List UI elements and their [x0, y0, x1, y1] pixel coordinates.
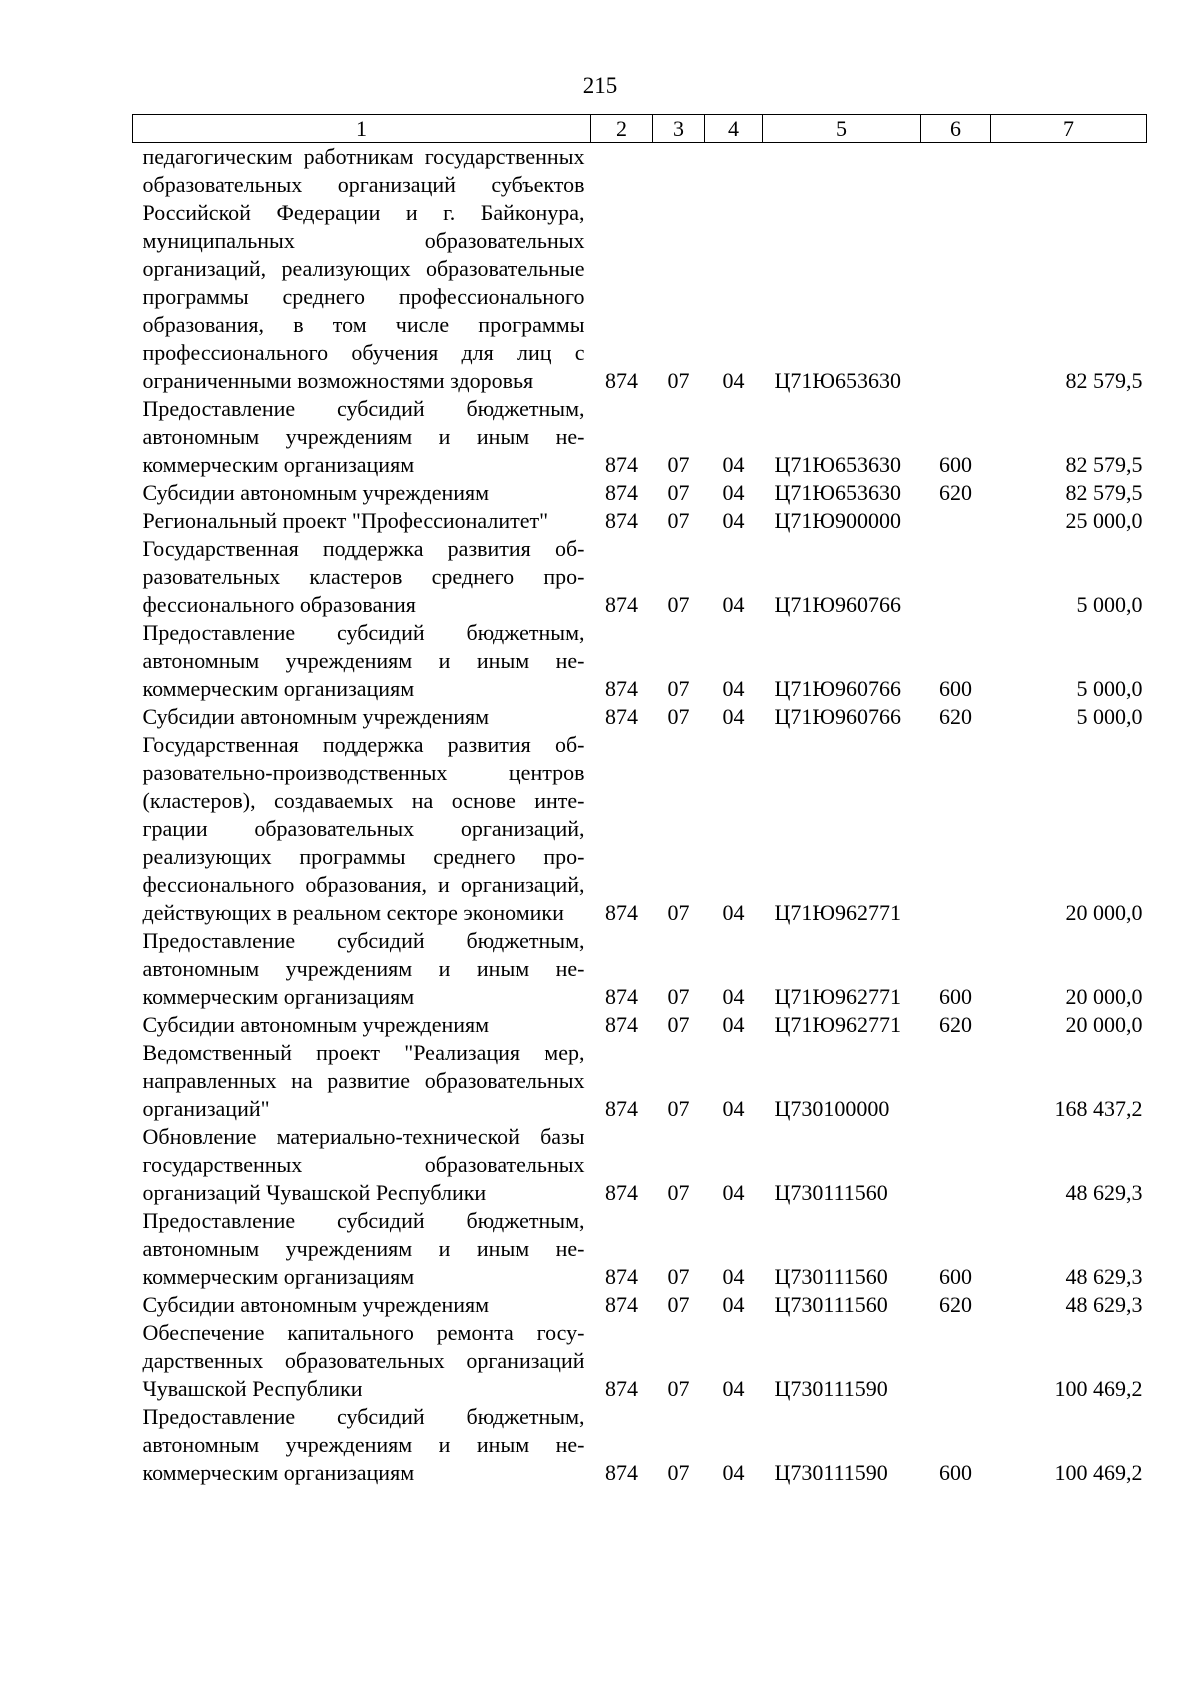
- row-subsection: 04: [722, 676, 745, 701]
- row-target-code: Ц730111590: [774, 1376, 888, 1401]
- row-expense-type: [921, 143, 991, 396]
- row-ministry-code: 874: [605, 368, 638, 393]
- row-ministry-code: 874: [605, 1376, 638, 1401]
- row-subsection: 04: [722, 984, 745, 1009]
- row-expense-type: 600: [939, 1460, 972, 1485]
- page-number: 215: [582, 73, 618, 98]
- row-expense-type: 620: [939, 480, 972, 505]
- table-header: [133, 115, 1147, 143]
- row-section: 07: [667, 1012, 690, 1037]
- row-target-code: Ц71Ю962771: [774, 900, 901, 925]
- row-section: 07: [667, 508, 690, 533]
- row-section: 07: [667, 1180, 690, 1205]
- row-name: Государственная поддержка развития образовательных кластеров среднего профессионального образования: [142, 536, 585, 617]
- row-section: 07: [667, 1376, 690, 1401]
- row-expense-type: [921, 507, 991, 535]
- row-expense-type: [921, 1319, 991, 1403]
- column-header-4: 4: [705, 115, 763, 143]
- row-ministry-code: 874: [605, 1096, 638, 1121]
- row-amount: 5 000,0: [1076, 592, 1143, 617]
- table-row: [133, 731, 1147, 927]
- row-subsection: 04: [722, 592, 745, 617]
- row-target-code: Ц71Ю960766: [774, 676, 901, 701]
- row-ministry-code: 874: [605, 1180, 638, 1205]
- row-expense-type: 600: [939, 452, 972, 477]
- row-subsection: 04: [722, 1012, 745, 1037]
- row-name: Субсидии автономным учреждениям: [142, 480, 490, 505]
- table-row: [133, 927, 1147, 1011]
- row-ministry-code: 874: [605, 676, 638, 701]
- row-subsection: 04: [722, 1264, 745, 1289]
- row-section: 07: [667, 1096, 690, 1121]
- row-expense-type: 600: [939, 1264, 972, 1289]
- row-name: Субсидии автономным учреждениям: [142, 1292, 490, 1317]
- row-name: Региональный проект "Профессионалитет": [142, 508, 549, 533]
- row-name: Государственная поддержка развития образовательно-производственных центров (кластеров), создаваемых на основе интеграции образовательных организаций, реализующих программы среднего профессионального образования, и организаций, действующих в реальном секторе экономики: [142, 732, 585, 925]
- budget-table: [132, 114, 1147, 1487]
- row-amount: 5 000,0: [1076, 676, 1143, 701]
- row-section: 07: [667, 1460, 690, 1485]
- row-amount: 100 469,2: [1054, 1460, 1143, 1485]
- column-header-5: 5: [763, 115, 921, 143]
- row-expense-type: 600: [939, 676, 972, 701]
- row-ministry-code: 874: [605, 1292, 638, 1317]
- table-row: [133, 1291, 1147, 1319]
- row-expense-type: 600: [939, 984, 972, 1009]
- row-amount: 48 629,3: [1065, 1292, 1143, 1317]
- table-row: [133, 1207, 1147, 1291]
- column-header-1: 1: [133, 115, 591, 143]
- row-expense-type: [921, 1123, 991, 1207]
- row-amount: 100 469,2: [1054, 1376, 1143, 1401]
- table-row: [133, 479, 1147, 507]
- row-subsection: 04: [722, 900, 745, 925]
- row-ministry-code: 874: [605, 452, 638, 477]
- row-ministry-code: 874: [605, 1460, 638, 1485]
- row-subsection: 04: [722, 480, 745, 505]
- row-ministry-code: 874: [605, 480, 638, 505]
- row-expense-type: 620: [939, 1292, 972, 1317]
- column-header-7: 7: [991, 115, 1147, 143]
- row-name: Ведомственный проект "Реализация мер, направленных на развитие образовательных организаций": [142, 1040, 585, 1121]
- column-header-2: 2: [591, 115, 653, 143]
- table-row: [133, 1011, 1147, 1039]
- row-target-code: Ц71Ю653630: [774, 452, 901, 477]
- row-target-code: Ц71Ю960766: [774, 592, 901, 617]
- row-section: 07: [667, 368, 690, 393]
- table-row: [133, 619, 1147, 703]
- row-ministry-code: 874: [605, 592, 638, 617]
- row-expense-type: [921, 731, 991, 927]
- row-target-code: Ц71Ю900000: [774, 508, 901, 533]
- row-target-code: Ц71Ю962771: [774, 1012, 901, 1037]
- table-row: [133, 507, 1147, 535]
- row-amount: 48 629,3: [1065, 1264, 1143, 1289]
- column-header-3: 3: [653, 115, 705, 143]
- row-expense-type: 620: [939, 1012, 972, 1037]
- header-row: [133, 115, 1147, 143]
- row-name: Предоставление субсидий бюджетным, автономным учреждениям и иным некоммерческим организациям: [142, 396, 585, 477]
- row-target-code: Ц730111590: [774, 1460, 888, 1485]
- row-target-code: Ц730111560: [774, 1292, 888, 1317]
- row-amount: 20 000,0: [1065, 1012, 1143, 1037]
- row-target-code: Ц730100000: [774, 1096, 890, 1121]
- row-subsection: 04: [722, 368, 745, 393]
- row-section: 07: [667, 704, 690, 729]
- table-row: [133, 535, 1147, 619]
- row-ministry-code: 874: [605, 704, 638, 729]
- row-name: Субсидии автономным учреждениям: [142, 704, 490, 729]
- row-target-code: Ц730111560: [774, 1264, 888, 1289]
- row-subsection: 04: [722, 452, 745, 477]
- table-row: [133, 143, 1147, 396]
- row-amount: 20 000,0: [1065, 984, 1143, 1009]
- row-section: 07: [667, 1292, 690, 1317]
- row-name: Предоставление субсидий бюджетным, автономным учреждениям и иным некоммерческим организациям: [142, 1404, 585, 1485]
- row-expense-type: 620: [939, 704, 972, 729]
- row-subsection: 04: [722, 1376, 745, 1401]
- row-amount: 82 579,5: [1065, 368, 1143, 393]
- row-section: 07: [667, 452, 690, 477]
- row-name: педагогическим работникам государственных образовательных организаций субъектов Российской Федерации и г. Байконура, муниципальных образовательных организаций, реализующих образовательные программы среднего профессионального образования, в том числе программы профессионального обучения для лиц с ограниченными возможностями здоровья: [142, 144, 585, 393]
- table-row: [133, 1319, 1147, 1403]
- row-target-code: Ц71Ю962771: [774, 984, 901, 1009]
- row-ministry-code: 874: [605, 1264, 638, 1289]
- row-name: Обеспечение капитального ремонта государственных образовательных организаций Чувашской Республики: [142, 1320, 585, 1401]
- row-subsection: 04: [722, 1460, 745, 1485]
- row-name: Предоставление субсидий бюджетным, автономным учреждениям и иным некоммерческим организациям: [142, 620, 585, 701]
- row-target-code: Ц71Ю960766: [774, 704, 901, 729]
- row-section: 07: [667, 1264, 690, 1289]
- row-ministry-code: 874: [605, 508, 638, 533]
- row-amount: 82 579,5: [1065, 480, 1143, 505]
- row-name: Предоставление субсидий бюджетным, автономным учреждениям и иным некоммерческим организациям: [142, 1208, 585, 1289]
- row-amount: 82 579,5: [1065, 452, 1143, 477]
- row-subsection: 04: [722, 704, 745, 729]
- row-ministry-code: 874: [605, 1012, 638, 1037]
- row-section: 07: [667, 480, 690, 505]
- row-subsection: 04: [722, 1180, 745, 1205]
- column-header-6: 6: [921, 115, 991, 143]
- row-amount: 20 000,0: [1065, 900, 1143, 925]
- row-subsection: 04: [722, 1096, 745, 1121]
- row-section: 07: [667, 592, 690, 617]
- table-row: [133, 1403, 1147, 1487]
- row-amount: 48 629,3: [1065, 1180, 1143, 1205]
- row-amount: 168 437,2: [1054, 1096, 1143, 1121]
- table-row: [133, 395, 1147, 479]
- row-ministry-code: 874: [605, 984, 638, 1009]
- row-expense-type: [921, 1039, 991, 1123]
- row-name: Обновление материально-технической базы государственных образовательных организаций Чувашской Республики: [142, 1124, 585, 1205]
- row-subsection: 04: [722, 508, 745, 533]
- row-target-code: Ц730111560: [774, 1180, 888, 1205]
- table-body: [133, 143, 1147, 1488]
- row-subsection: 04: [722, 1292, 745, 1317]
- row-expense-type: [921, 535, 991, 619]
- table-row: [133, 703, 1147, 731]
- table-row: [133, 1039, 1147, 1123]
- row-ministry-code: 874: [605, 900, 638, 925]
- row-name: Предоставление субсидий бюджетным, автономным учреждениям и иным некоммерческим организациям: [142, 928, 585, 1009]
- row-section: 07: [667, 984, 690, 1009]
- row-amount: 5 000,0: [1076, 704, 1143, 729]
- row-section: 07: [667, 676, 690, 701]
- row-target-code: Ц71Ю653630: [774, 368, 901, 393]
- table-row: [133, 1123, 1147, 1207]
- row-name: Субсидии автономным учреждениям: [142, 1012, 490, 1037]
- row-section: 07: [667, 900, 690, 925]
- row-target-code: Ц71Ю653630: [774, 480, 901, 505]
- row-amount: 25 000,0: [1065, 508, 1143, 533]
